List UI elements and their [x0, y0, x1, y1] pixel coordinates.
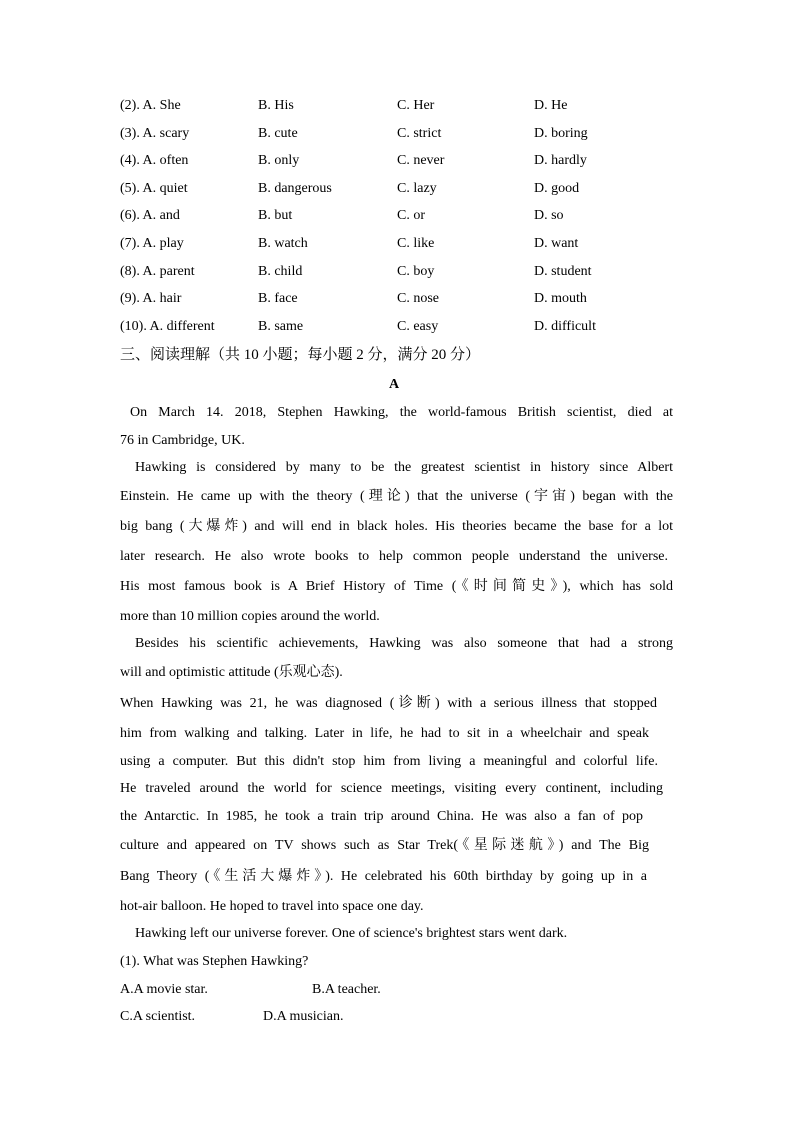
option-d: D. mouth	[534, 291, 587, 306]
passage-line: will and optimistic attitude (乐观心态).	[120, 665, 343, 680]
question-option-d: D.A musician.	[263, 1009, 344, 1024]
option-c: C. or	[397, 208, 425, 223]
option-b: B. dangerous	[258, 181, 332, 196]
passage-line: Besides his scientific achievements, Hawking was also someone that had a strong	[135, 636, 673, 651]
passage-line: big bang (大爆炸) and will end in black holes. His theories became the base for a lot	[120, 519, 673, 534]
option-b: B. child	[258, 264, 303, 279]
passage-line: culture and appeared on TV shows such as Star Trek(《星际迷航》) and The Big	[120, 838, 649, 853]
passage-line: hot-air balloon. He hoped to travel into space one day.	[120, 899, 424, 914]
option-a: (2). A. She	[120, 98, 181, 113]
option-row-7	[120, 234, 680, 254]
section-title: 三、阅读理解（共 10 小题；每小题 2 分，满分 20 分）	[120, 347, 481, 363]
question-option-a: A.A movie star.	[120, 982, 208, 997]
passage-line: Hawking left our universe forever. One of science's brightest stars went dark.	[135, 926, 568, 941]
passage-line: His most famous book is A Brief History of Time (《时间简史》), which has sold	[120, 579, 673, 594]
option-b: B. face	[258, 291, 298, 306]
passage-line: He traveled around the world for science meetings, visiting every continent, including	[120, 781, 663, 796]
option-a: (8). A. parent	[120, 264, 195, 279]
passage-line: him from walking and talking. Later in life, he had to sit in a wheelchair and speak	[120, 726, 649, 741]
passage-line: more than 10 million copies around the world.	[120, 609, 380, 624]
option-c: C. strict	[397, 126, 442, 141]
option-c: C. easy	[397, 319, 439, 334]
option-c: C. nose	[397, 291, 439, 306]
option-c: C. like	[397, 236, 435, 251]
option-row-3	[120, 124, 680, 144]
passage-line: the Antarctic. In 1985, he took a train trip around China. He was also a fan of pop	[120, 809, 643, 824]
option-d: D. boring	[534, 126, 588, 141]
option-c: C. never	[397, 153, 445, 168]
passage-line: 76 in Cambridge, UK.	[120, 433, 245, 448]
option-d: D. so	[534, 208, 564, 223]
option-d: D. want	[534, 236, 579, 251]
option-d: D. difficult	[534, 319, 596, 334]
option-a: (4). A. often	[120, 153, 189, 168]
option-d: D. He	[534, 98, 568, 113]
option-row-6	[120, 206, 680, 226]
option-row-5	[120, 179, 680, 199]
option-c: C. Her	[397, 98, 435, 113]
option-row-9	[120, 289, 680, 309]
option-row-4	[120, 151, 680, 171]
option-d: D. hardly	[534, 153, 587, 168]
option-a: (6). A. and	[120, 208, 180, 223]
option-b: B. watch	[258, 236, 308, 251]
option-row-10	[120, 317, 680, 337]
passage-line: When Hawking was 21, he was diagnosed (诊断) with a serious illness that stopped	[120, 696, 657, 711]
option-d: D. good	[534, 181, 580, 196]
option-a: (3). A. scary	[120, 126, 190, 141]
question-option-c: C.A scientist.	[120, 1009, 196, 1024]
option-a: (9). A. hair	[120, 291, 182, 306]
option-row-8	[120, 262, 680, 282]
passage-line: using a computer. But this didn't stop him from living a meaningful and colorful life.	[120, 754, 658, 769]
option-a: (7). A. play	[120, 236, 184, 251]
passage-line: Einstein. He came up with the theory (理论) that the universe (宇宙) began with the	[120, 489, 673, 504]
passage-label: A	[389, 377, 400, 392]
option-row-2	[120, 96, 680, 116]
option-a: (10). A. different	[120, 319, 215, 334]
passage-line: On March 14. 2018, Stephen Hawking, the world-famous British scientist, died at	[130, 405, 673, 420]
option-b: B. cute	[258, 126, 298, 141]
option-a: (5). A. quiet	[120, 181, 188, 196]
question-option-b: B.A teacher.	[312, 982, 381, 997]
option-c: C. boy	[397, 264, 435, 279]
passage-line: Bang Theory (《生活大爆炸》). He celebrated his 60th birthday by going up in a	[120, 869, 647, 884]
option-b: B. same	[258, 319, 304, 334]
option-b: B. His	[258, 98, 294, 113]
option-c: C. lazy	[397, 181, 437, 196]
passage-line: Hawking is considered by many to be the greatest scientist in history since Albert	[135, 460, 673, 475]
passage-line: later research. He also wrote books to help common people understand the universe.	[120, 549, 668, 564]
option-b: B. only	[258, 153, 300, 168]
question-stem: (1). What was Stephen Hawking?	[120, 954, 309, 969]
option-b: B. but	[258, 208, 293, 223]
option-d: D. student	[534, 264, 592, 279]
